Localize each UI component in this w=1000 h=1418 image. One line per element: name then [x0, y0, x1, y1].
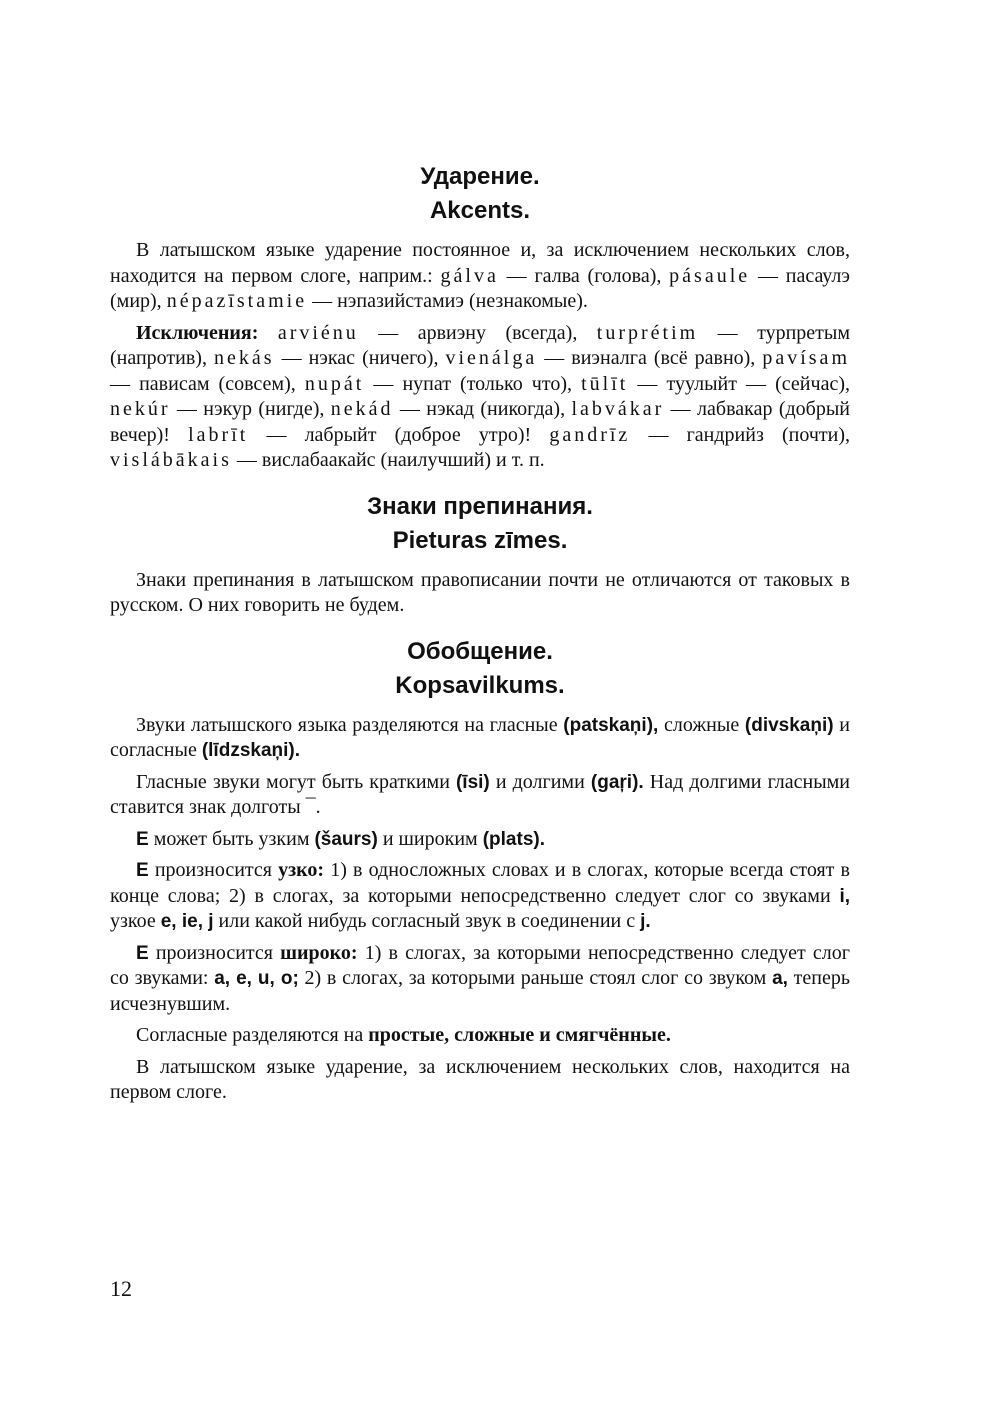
paragraph	[110, 770, 850, 821]
text-run: узкое	[110, 910, 161, 932]
section-title-lv: Pieturas zīmes.	[392, 526, 568, 554]
latvian-word: nekás	[214, 347, 275, 369]
emphasis-text: Исключения:	[136, 321, 278, 344]
text-run: произносится	[148, 859, 279, 881]
latvian-word: nekád	[330, 398, 394, 420]
text-run: 2) в слогах, за которыми раньше стоял слог со звуком	[298, 967, 773, 989]
emphasis-text: простые, сложные и смягчённые.	[368, 1024, 671, 1046]
page-content	[110, 160, 850, 1122]
emphasis-text: (divskaņi)	[744, 714, 834, 736]
latvian-word: tūlīt	[581, 372, 629, 395]
text-run: Согласные разделяются на	[136, 1024, 369, 1046]
latvian-word: labrīt	[188, 423, 249, 446]
text-run: — виэналга (всё равно),	[537, 347, 763, 369]
text-run: Звуки латышского языка разделяются на гласные	[136, 713, 564, 736]
text-run: — арвиэну (всегда),	[358, 321, 597, 344]
section-title-lv: Akcents.	[429, 197, 531, 224]
latvian-word: labvákar	[571, 398, 665, 420]
emphasis-text: i,	[839, 885, 850, 907]
text-run: — пасаулэ (мир),	[110, 264, 850, 312]
text-run: и долгими	[489, 770, 591, 793]
emphasis-text: a, e, u, o;	[214, 968, 299, 989]
text-run: — турпретым (напротив),	[110, 321, 851, 369]
text-run: — нэкас (ничего),	[274, 347, 446, 369]
latvian-word: gandrīz	[549, 423, 631, 446]
paragraph	[110, 827, 850, 853]
latvian-word: vislábākais	[110, 449, 232, 471]
paragraph	[110, 941, 850, 1018]
paragraph	[110, 858, 850, 935]
emphasis-text: E	[136, 860, 149, 881]
latvian-word: nekúr	[110, 398, 171, 420]
text-run: теперь исчезнувшим.	[110, 967, 850, 1015]
section	[110, 160, 850, 474]
emphasis-text: узко:	[278, 859, 325, 881]
latvian-word: népazīstamie	[166, 290, 308, 312]
text-run: — гандрийз (почти),	[630, 423, 850, 446]
section	[110, 490, 850, 619]
section	[110, 635, 850, 1106]
text-run: — нупат (только что),	[364, 372, 582, 395]
emphasis-text: E	[136, 828, 149, 850]
emphasis-text: (līdzskaņi).	[201, 740, 301, 761]
paragraph	[110, 1023, 850, 1049]
paragraph	[110, 1055, 850, 1106]
text-run: — туулыйт — (сейчас),	[628, 372, 850, 395]
text-run: В латышском языке ударение постоянное и, за исключением нескольких слов, находится на первом слоге, наприм.:	[110, 239, 850, 287]
text-run: и широким	[377, 827, 483, 850]
emphasis-text: E	[136, 942, 149, 964]
text-run: сложные	[658, 713, 745, 736]
paragraph	[110, 568, 850, 619]
text-run: — галва (голова),	[498, 264, 670, 287]
latvian-word: pavísam	[762, 347, 850, 369]
latvian-word: gálva	[440, 264, 499, 287]
latvian-word: arviénu	[277, 321, 359, 344]
text-run: или какой нибудь согласный звук в соединении с	[213, 910, 641, 932]
text-run: — лабвакар (добрый вечер)!	[110, 398, 850, 446]
emphasis-text: широко:	[280, 941, 358, 964]
emphasis-text: e, ie, j	[160, 911, 214, 932]
text-run: 1) в односложных словах и в слогах, которые всегда стоят в конце слова; 2) в слогах, за которыми непосредственно следует слог со звуками	[110, 859, 851, 907]
text-run: — нэкур (нигде),	[170, 398, 331, 420]
text-run: — лабрыйт (доброе утро)!	[248, 423, 550, 446]
text-run: — вислабаакайс (наилучший) и т. п.	[231, 449, 545, 471]
text-run: — нэкад (никогда),	[393, 398, 572, 420]
paragraph	[110, 713, 850, 764]
latvian-word: nupát	[304, 372, 365, 395]
page-number: 12	[110, 1276, 132, 1301]
section-title-ru: Ударение.	[420, 163, 540, 190]
paragraph	[110, 238, 850, 315]
latvian-word: turprétim	[596, 321, 699, 344]
latvian-word: vienálga	[445, 347, 538, 369]
emphasis-text: (šaurs)	[314, 828, 378, 850]
section-title-ru: Знаки препинания.	[367, 492, 593, 520]
text-run: произносится	[148, 941, 281, 964]
section-title-ru: Обобщение.	[407, 637, 553, 665]
text-run: В латышском языке ударение, за исключением нескольких слов, находится на первом слоге.	[110, 1055, 850, 1103]
text-run: может быть узким	[148, 827, 315, 850]
text-run: Гласные звуки могут быть краткими	[136, 770, 456, 793]
text-run: и согласные	[110, 713, 850, 761]
latvian-word: pásaule	[669, 264, 751, 287]
emphasis-text: a,	[772, 968, 788, 989]
paragraph	[110, 321, 850, 474]
section-title-lv: Kopsavilkums.	[395, 671, 565, 699]
text-run: 1) в слогах, за которыми непосредственно следует слог со звуками:	[110, 941, 850, 989]
emphasis-text: (īsi)	[455, 771, 490, 793]
text-run: Над долгими гласными ставится знак долготы ¯.	[110, 770, 850, 818]
text-run: Знаки препинания в латышском правописании почти не отличаются от таковых в русском. О них говорить не будем.	[110, 568, 850, 616]
emphasis-text: (patskaņi),	[563, 714, 659, 736]
emphasis-text: j.	[640, 911, 651, 932]
text-run: — пависам (совсем),	[110, 372, 305, 395]
emphasis-text: (plats).	[482, 828, 545, 850]
emphasis-text: (gaŗi).	[590, 771, 644, 793]
text-run: — нэпазийстамиэ (незнакомые).	[307, 290, 588, 312]
